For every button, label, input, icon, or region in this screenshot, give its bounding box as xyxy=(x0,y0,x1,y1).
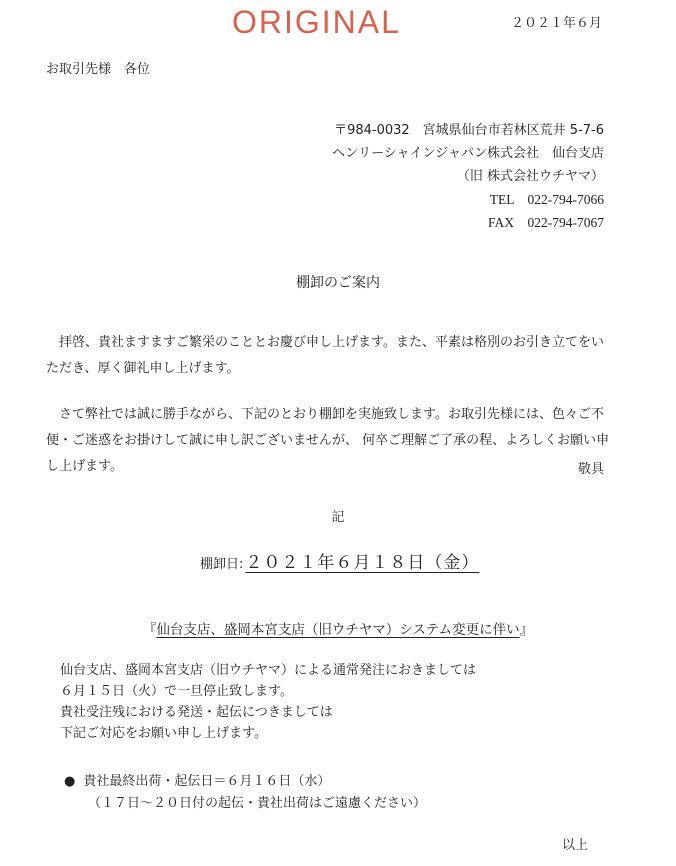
sender-block xyxy=(332,119,604,234)
greeting-text: 拝啓、貴社ますますご繁栄のこととお慶び申し上げます。また、平素は格別のお引き立てをいただき、厚く御礼申し上げます。 xyxy=(46,335,604,376)
subject-line xyxy=(0,618,676,638)
order-notice-body xyxy=(60,660,476,744)
body-line: 下記ご対応をお願い申し上げます。 xyxy=(60,726,267,741)
addressee: お取引先様 各位 xyxy=(46,62,151,77)
subject-close-bracket: 』 xyxy=(519,622,534,638)
bullet-dot-icon: ● xyxy=(64,774,76,789)
notice-text: さて弊社では誠に勝手ながら、下記のとおり棚卸を実施致します。お取引先様には、色々ご不便・ご迷惑をお掛けして誠に申し訳ございませんが、 何卒ご理解ご了承の程、よろしくお願い申し上げます。 xyxy=(46,407,610,474)
bullet-sub-text: （１７日～２０日付の起伝・貴社出荷はご遠慮ください） xyxy=(88,796,427,811)
document-title: 棚卸のご案内 xyxy=(296,275,380,291)
inventory-date-value: ２０２１年６月１８日（金） xyxy=(245,553,480,573)
inventory-date-label: 棚卸日: xyxy=(200,557,244,572)
body-line: 仙台支店、盛岡本宮支店（旧ウチヤマ）による通常発注におきましては xyxy=(60,663,477,678)
deadline-bullet xyxy=(64,771,426,815)
sender-former-name: （旧 株式会社ウチヤマ） xyxy=(456,169,604,184)
closing-keigu: 敬具 xyxy=(577,462,604,477)
bullet-main-text: 貴社最終出荷・起伝日＝６月１６日（水） xyxy=(83,774,331,789)
sender-address: 〒984-0032 宮城県仙台市若林区荒井 5-7-6 xyxy=(334,123,604,138)
greeting-paragraph xyxy=(46,330,610,382)
ki-heading: 記 xyxy=(331,510,345,525)
sender-tel: TEL 022-794-7066 xyxy=(489,192,604,207)
notice-paragraph xyxy=(46,402,610,480)
subject-text: 仙台支店、盛岡本宮支店（旧ウチヤマ）システム変更に伴い xyxy=(156,622,520,638)
original-stamp: ORIGINAL xyxy=(232,4,401,40)
sender-fax: FAX 022-794-7067 xyxy=(488,215,604,230)
end-ijo: 以上 xyxy=(561,838,588,853)
body-line: 貴社受注残における発送・起伝につきましては xyxy=(60,705,333,720)
subject-open-bracket: 『 xyxy=(142,622,157,638)
inventory-date-line xyxy=(200,548,479,573)
body-line: ６月１５日（火）で一旦停止致します。 xyxy=(60,684,293,699)
sender-company: ヘンリーシャインジャパン株式会社 仙台支店 xyxy=(332,146,604,161)
document-date: ２０２１年６月 xyxy=(510,16,602,31)
